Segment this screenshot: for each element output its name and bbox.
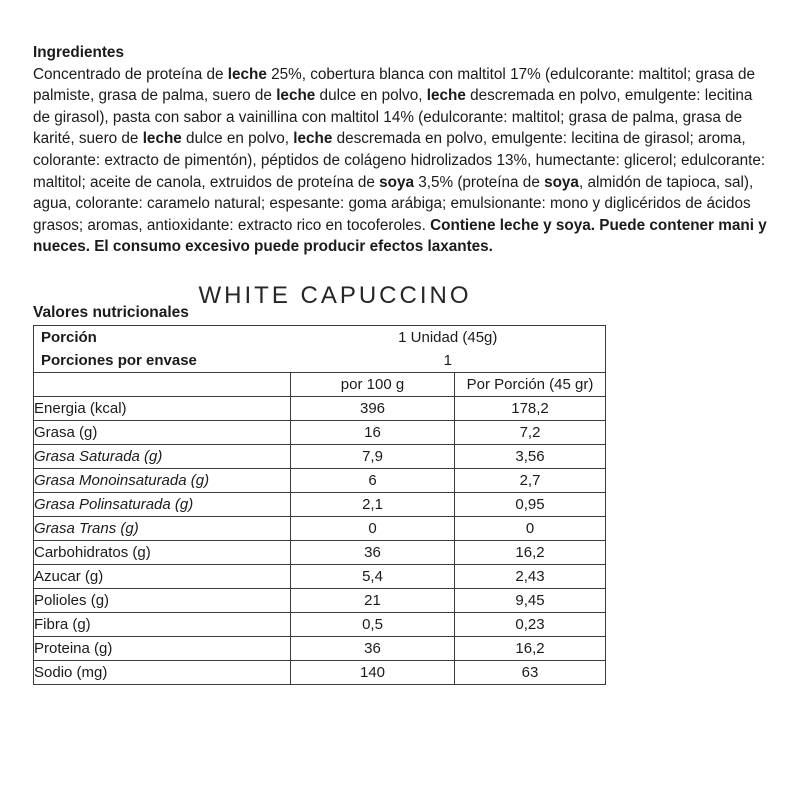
nutrient-row	[34, 421, 606, 445]
ingredients-segment: Contiene leche y soya. Puede contener mani y nueces. El consumo excesivo puede producir efectos laxantes.	[33, 216, 767, 256]
nutrient-label: Energia (kcal)	[34, 397, 291, 421]
nutrient-label: Polioles (g)	[34, 589, 291, 613]
ingredients-segment: leche	[293, 130, 333, 148]
serving-row	[34, 349, 606, 373]
nutrient-row	[34, 517, 606, 541]
product-title: WHITE CAPUCCINO	[198, 282, 472, 309]
ingredients-heading: Ingredientes	[33, 44, 124, 61]
nutrient-label: Azucar (g)	[34, 565, 291, 589]
nutrient-row	[34, 613, 606, 637]
nutrient-row	[34, 661, 606, 685]
ingredients-segment: Concentrado de proteína de	[33, 65, 228, 83]
nutrient-perserving: 16,2	[455, 541, 606, 565]
nutrient-per100: 396	[291, 397, 455, 421]
ingredients-segment: 3,5% (proteína de	[413, 173, 545, 191]
nutrient-label: Sodio (mg)	[34, 661, 291, 685]
nutrient-perserving: 7,2	[455, 421, 606, 445]
nutrient-row	[34, 397, 606, 421]
column-header-per100: por 100 g	[291, 373, 455, 397]
nutrient-perserving: 16,2	[455, 637, 606, 661]
ingredients-segment: leche	[227, 65, 267, 83]
nutrient-per100: 140	[291, 661, 455, 685]
ingredients-text	[33, 64, 773, 258]
nutrient-row	[34, 469, 606, 493]
ingredients-segment: 25%, cobertura blanca con maltitol 17% (edulcorante: maltitol; grasa de palmiste, grasa de palma, suero de	[33, 65, 755, 105]
ingredients-segment: leche	[142, 130, 182, 148]
nutrient-label: Grasa Saturada (g)	[34, 445, 291, 469]
ingredients-segment: , almidón de tapioca, sal), agua, colorante: caramelo natural; espesante: goma arábiga; emulsionante: mono y diglicéridos de ácidos grasos; aromas, antioxidante: extracto rico en tocoferoles.	[33, 173, 754, 234]
nutrient-label: Grasa (g)	[34, 421, 291, 445]
nutrient-perserving: 2,43	[455, 565, 606, 589]
nutrition-section-label: Valores nutricionales	[33, 304, 189, 321]
nutrient-perserving: 2,7	[455, 469, 606, 493]
nutrient-per100: 7,9	[291, 445, 455, 469]
serving-row-value: 1 Unidad (45g)	[291, 326, 606, 350]
nutrient-perserving: 0	[455, 517, 606, 541]
nutrient-row	[34, 637, 606, 661]
serving-row-value: 1	[291, 349, 606, 373]
nutrient-label: Grasa Trans (g)	[34, 517, 291, 541]
nutrient-row	[34, 565, 606, 589]
ingredients-segment: soya	[544, 173, 579, 191]
serving-row-label: Porción	[34, 326, 291, 350]
ingredients-segment: leche	[276, 87, 316, 105]
nutrient-label: Grasa Polinsaturada (g)	[34, 493, 291, 517]
ingredients-segment: soya	[379, 173, 414, 191]
nutrient-perserving: 0,95	[455, 493, 606, 517]
nutrient-label: Proteina (g)	[34, 637, 291, 661]
nutrient-per100: 2,1	[291, 493, 455, 517]
nutrient-perserving: 9,45	[455, 589, 606, 613]
ingredients-segment: dulce en polvo,	[315, 87, 427, 105]
nutrient-row	[34, 589, 606, 613]
nutrient-label: Carbohidratos (g)	[34, 541, 291, 565]
nutrient-row	[34, 541, 606, 565]
column-header-perserving: Por Porción (45 gr)	[455, 373, 606, 397]
nutrient-perserving: 0,23	[455, 613, 606, 637]
nutrient-per100: 6	[291, 469, 455, 493]
ingredients-section	[33, 42, 773, 258]
nutrient-per100: 36	[291, 541, 455, 565]
ingredients-segment: descremada en polvo, emulgente: lecitina de girasol; aroma, colorante: extracto de pimentón), péptidos de colágeno hidrolizados 13%, humectante: glicerol; edulcorante: maltitol; aceite de canola, extruidos de proteína de	[33, 130, 766, 191]
nutrient-label: Grasa Monoinsaturada (g)	[34, 469, 291, 493]
nutrient-perserving: 3,56	[455, 445, 606, 469]
nutrient-per100: 16	[291, 421, 455, 445]
nutrition-table	[33, 325, 606, 685]
ingredients-segment: leche	[426, 87, 466, 105]
column-header-row	[34, 373, 606, 397]
nutrient-per100: 21	[291, 589, 455, 613]
ingredients-segment: dulce en polvo,	[181, 130, 294, 148]
column-header-empty	[34, 373, 291, 397]
ingredients-segment: descremada en polvo, emulgente: lecitina de girasol), pasta con sabor a vainillina con maltitol 14% (edulcorante: maltitol; grasa de palma, grasa de karité, suero de	[33, 87, 753, 148]
nutrient-per100: 36	[291, 637, 455, 661]
nutrient-per100: 0,5	[291, 613, 455, 637]
nutrient-per100: 0	[291, 517, 455, 541]
nutrient-row	[34, 493, 606, 517]
nutrient-row	[34, 445, 606, 469]
serving-row-label: Porciones por envase	[34, 349, 291, 373]
serving-row	[34, 326, 606, 350]
nutrient-perserving: 63	[455, 661, 606, 685]
nutrient-label: Fibra (g)	[34, 613, 291, 637]
nutrient-perserving: 178,2	[455, 397, 606, 421]
nutrient-per100: 5,4	[291, 565, 455, 589]
